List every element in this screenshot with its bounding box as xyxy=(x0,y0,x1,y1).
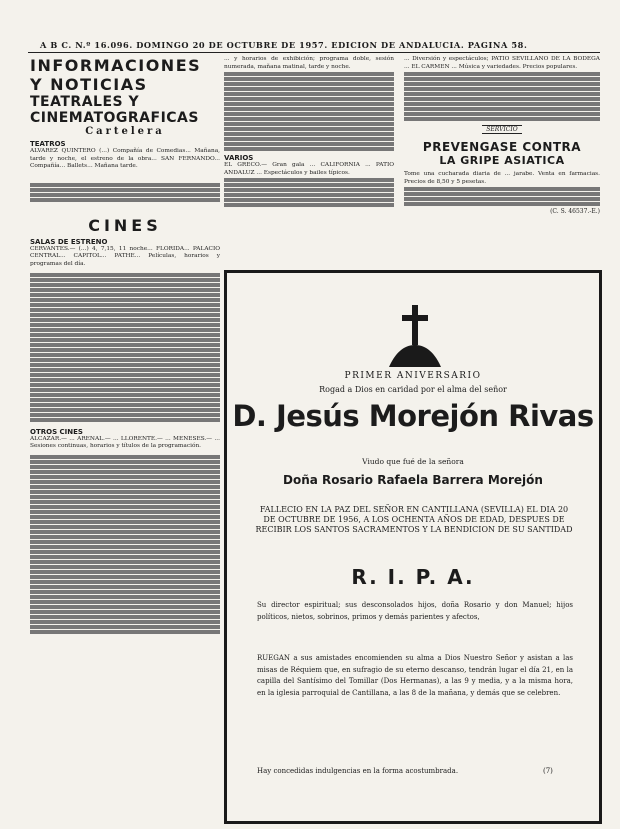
rogad-text: Rogad a Dios en caridad por el alma del señor xyxy=(319,385,507,394)
notice-number: (7) xyxy=(543,767,553,775)
gripe-headline-2: LA GRIPE ASIATICA xyxy=(439,154,565,168)
spouse-name: Doña Rosario Rafaela Barrera Morejón xyxy=(283,473,543,487)
right-column xyxy=(404,56,600,215)
fallecio-text: FALLECIO EN LA PAZ DEL SEÑOR EN CANTILLANA (SEVILLA) EL DIA 20 DE OCTUBRE DE 1956, A LOS OCHENTA AÑOS DE EDAD, DESPUES DE RECIBIR LOS SANTOS SACRAMENTOS Y LA BENDICION DE SU SANTIDAD xyxy=(255,505,573,534)
deceased-name: D. Jesús Morejón Rivas xyxy=(232,399,594,433)
teatros-heading: TEATROS xyxy=(30,140,66,148)
mid-text-b: EL GRECO.— Gran gala ... CALIFORNIA ... PATIO ANDALUZ ... Espectáculos y bailes típicos. xyxy=(224,162,394,176)
ripa: R. I. P. A. xyxy=(351,565,475,589)
cines-heading: CINES xyxy=(88,215,162,235)
salas-text: CERVANTES.— (...) 4, 7,15, 11 noche... FLORIDA... PALACIO CENTRAL... CAPITOL... PATHE... Películas, horarios y programas del día. xyxy=(30,245,220,267)
mid-text-a: ... y horarios de exhibición; programa doble, sesión numerada, mañana matinal, tarde y noche. xyxy=(224,56,394,70)
teatros-text: ALVAREZ QUINTERO (...) Compañía de Comedias... Mañana, tarde y noche, el estreno de la obra... SAN FERNANDO... Compañía... Ballets... Mañana tarde. xyxy=(30,148,220,170)
ruegan-paragraph: RUEGAN a sus amistades encomienden su alma a Dios Nuestro Señor y asistan a las misas de Réquiem que, en sufragio de su eterno descanso, tendrán lugar el día 21, en la capilla del Santísimo del Tomillar (Dos Hermanas), a las 9 y media, y a la misma hora, en la iglesia parroquial de Cantillana, a las 8 de la mañana, y demás que se celebren. xyxy=(257,654,573,697)
otros-heading: OTROS CINES xyxy=(30,427,83,436)
obituary-notice xyxy=(224,270,602,824)
section-title-2: TEATRALES Y CINEMATOGRAFICAS xyxy=(30,94,199,126)
gripe-ref: (C. S. 46537.-E.) xyxy=(550,208,600,216)
left-column xyxy=(30,56,220,635)
cross-icon xyxy=(385,305,445,367)
varios-heading: VARIOS xyxy=(224,154,254,163)
section-title-1: INFORMACIONES Y NOTICIAS xyxy=(30,56,202,94)
right-text-a: ... Diversión y espectáculos; PATIO SEVILLANO DE LA BODEGA ... EL CARMEN ... Música y variedades. Precios populares. xyxy=(404,56,600,70)
aniversario: PRIMER ANIVERSARIO xyxy=(344,371,482,381)
gripe-headline-1: PREVENGASE CONTRA xyxy=(422,140,582,155)
middle-column xyxy=(224,56,394,208)
family-paragraph: Su director espiritual; sus desconsolados hijos, doña Rosario y don Manuel; hijos políticos, nietos, sobrinos, primos y demás parientes y afectos, xyxy=(257,601,573,621)
viudo-text: Viudo que fué de la señora xyxy=(362,457,464,466)
cartelera-heading: Cartelera xyxy=(85,126,165,137)
indulgencias-text: Hay concedidas indulgencias en la forma acostumbrada. xyxy=(257,767,459,775)
salas-heading: SALAS DE ESTRENO xyxy=(30,237,108,246)
gripe-text: Tome una cucharada diaria de ... jarabe. Venta en farmacias. Precios de 8,50 y 5 pesetas. xyxy=(404,171,600,185)
page-header: A B C. N.º 16.096. DOMINGO 20 DE OCTUBRE DE 1957. EDICION DE ANDALUCIA. PAGINA 58. xyxy=(40,40,528,50)
otros-text: ALCAZAR.— ... ARENAL.— ... LLORENTE.— ... MENESES.— ... Sesiones continuas, horarios y títulos de la programación. xyxy=(30,435,220,450)
servicio-label: SERVICIO xyxy=(482,125,522,134)
header-rule xyxy=(28,52,600,53)
